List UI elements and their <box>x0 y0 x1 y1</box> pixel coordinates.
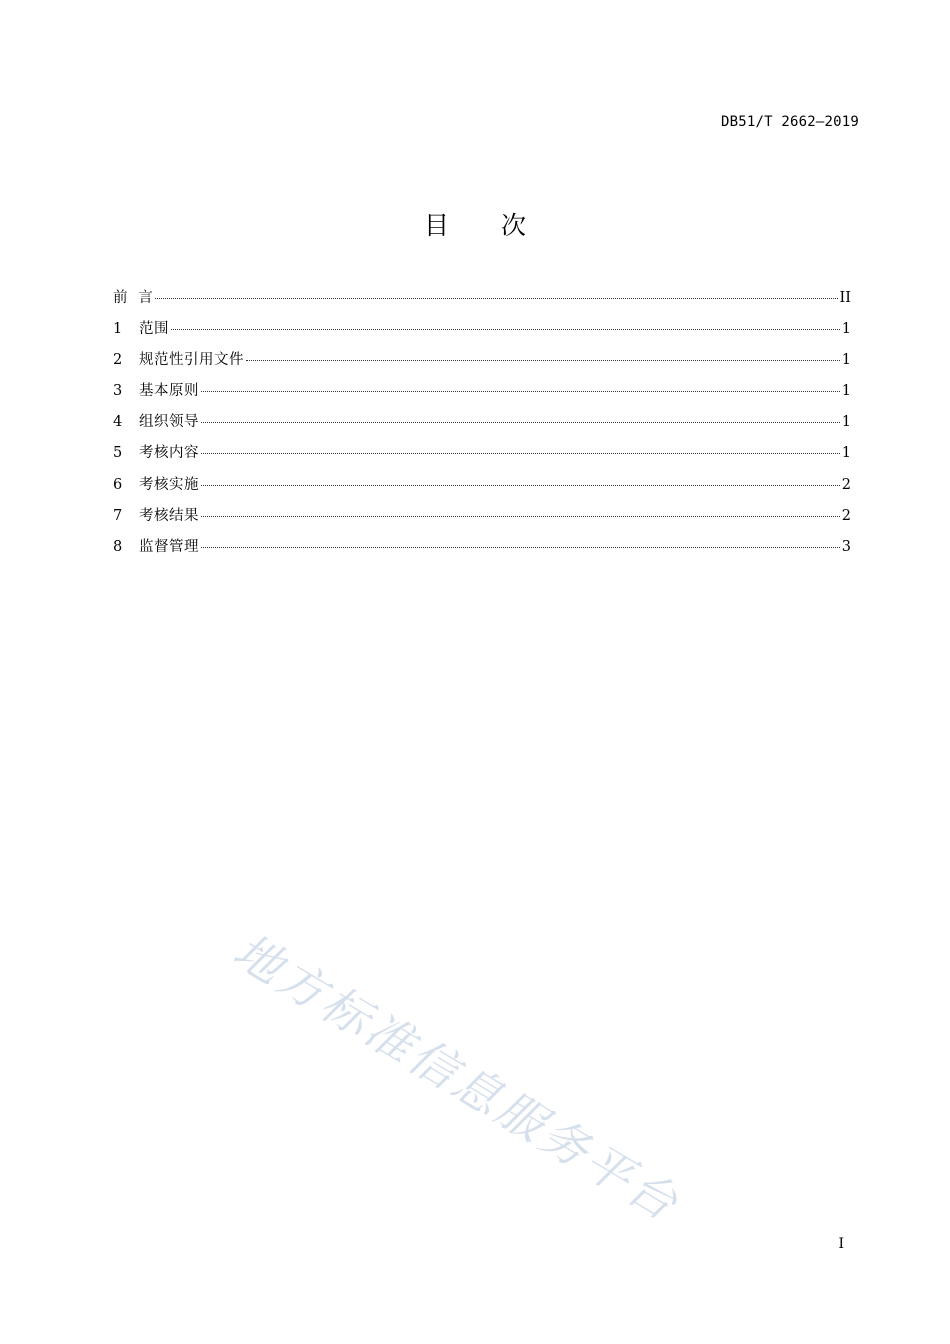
toc-entry-number: 2 <box>113 352 123 369</box>
toc-entry-assessment-implementation[interactable] <box>113 474 851 505</box>
toc-entry-basic-principles[interactable] <box>113 380 851 411</box>
standard-code: DB51/T 2662—2019 <box>720 114 859 130</box>
page-number: I <box>838 1236 844 1252</box>
toc-entry-page: 1 <box>841 352 851 369</box>
toc-entry-label: 考核内容 <box>139 445 199 462</box>
toc-entry-label: 组织领导 <box>139 414 199 431</box>
toc-entry-page: 2 <box>841 507 851 524</box>
toc-entry-label: 规范性引用文件 <box>139 352 244 369</box>
toc-leader-dots <box>171 329 840 330</box>
toc-entry-label: 考核结果 <box>139 507 199 524</box>
toc-leader-dots <box>155 298 837 299</box>
toc-entry-page: 1 <box>841 321 851 338</box>
toc-entry-page: 3 <box>841 538 851 555</box>
toc-leader-dots <box>201 516 840 517</box>
toc-entry-number: 6 <box>113 476 123 493</box>
toc-leader-dots <box>201 547 840 548</box>
toc-leader-dots <box>201 453 840 454</box>
toc-entry-page: II <box>839 290 851 306</box>
toc-entry-number: 4 <box>113 414 123 431</box>
toc-entry-label: 基本原则 <box>139 383 199 400</box>
toc-entry-number: 5 <box>113 445 123 462</box>
toc-entry-label: 前 言 <box>113 290 154 306</box>
toc-entry-page: 1 <box>841 383 851 400</box>
toc-entry-number: 7 <box>113 507 123 524</box>
toc-entry-normative-references[interactable] <box>113 349 851 380</box>
toc-entry-number: 3 <box>113 383 123 400</box>
watermark-text: 地方标准信息服务平台 <box>223 923 690 1234</box>
toc-entry-number: 8 <box>113 538 123 555</box>
toc-entry-foreword[interactable] <box>113 287 851 318</box>
toc-leader-dots <box>201 422 840 423</box>
toc-entry-organization[interactable] <box>113 411 851 442</box>
toc-leader-dots <box>201 391 840 392</box>
toc-title: 目次 <box>423 211 578 240</box>
toc-leader-dots <box>246 360 840 361</box>
toc-entry-page: 1 <box>841 414 851 431</box>
toc-entry-assessment-content[interactable] <box>113 442 851 473</box>
toc-entry-page: 2 <box>841 476 851 493</box>
toc-entry-scope[interactable] <box>113 318 851 349</box>
toc-entry-assessment-results[interactable] <box>113 505 851 536</box>
toc-entry-label: 监督管理 <box>139 538 199 555</box>
toc-entry-supervision[interactable] <box>113 536 851 567</box>
toc-entry-page: 1 <box>841 445 851 462</box>
toc-entry-label: 范围 <box>139 321 169 338</box>
toc-list <box>113 287 851 567</box>
toc-entry-label: 考核实施 <box>139 476 199 493</box>
toc-leader-dots <box>201 485 840 486</box>
toc-entry-number: 1 <box>113 321 123 338</box>
